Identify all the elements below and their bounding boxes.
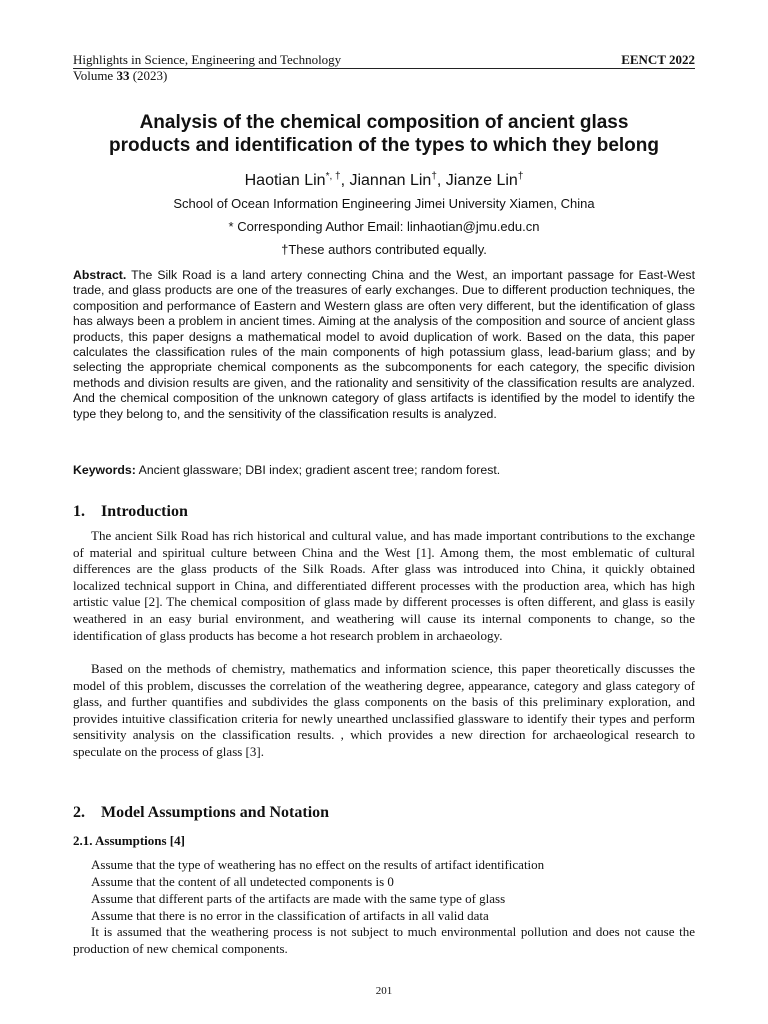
section-1-heading xyxy=(73,502,188,521)
section-1-title: Introduction xyxy=(101,503,188,520)
running-header xyxy=(73,52,695,69)
assumption-2: Assume that the content of all undetected components is 0 xyxy=(91,874,394,889)
title-line-1: Analysis of the chemical composition of ancient glass xyxy=(139,112,629,133)
assumption-3: Assume that different parts of the artifacts are made with the same type of glass xyxy=(91,891,506,906)
conference-name: EENCT 2022 xyxy=(621,52,695,67)
page-number: 201 xyxy=(375,985,393,997)
author-3: Jianze Lin xyxy=(445,172,518,189)
assumption-5: It is assumed that the weathering process is not subject to much environmental pollution and does not cause the production of new chemical components. xyxy=(73,924,695,956)
affiliation: School of Ocean Information Engineering Jimei University Xiamen, China xyxy=(173,196,595,211)
intro-paragraph-1: The ancient Silk Road has rich historical and cultural value, and has made important contributions to the exchange of material and spiritual culture between China and the West [1]. Among them, the most emblematic of cultural differences are the glass products of the Silk Roads. After glass was introduced into China, it quickly obtained localized technical support in China, and differentiated different processes with the production area, which has high artistic value [2]. The chemical composition of glass made by different processes is often different, and glass is easily weathered in an easy burial environment, and weathering will cause its internal components to change, so the identification of glass products has become a hot research problem in archaeology. xyxy=(73,528,695,643)
author-2: Jiannan Lin xyxy=(349,172,432,189)
keywords-text: Ancient glassware; DBI index; gradient ascent tree; random forest. xyxy=(138,463,501,477)
abstract xyxy=(73,268,695,422)
author-1-marks: *, † xyxy=(325,171,341,182)
author-2-marks: † xyxy=(431,171,437,182)
volume-year: (2023) xyxy=(132,68,168,83)
section-2-heading xyxy=(73,803,329,822)
keywords-label: Keywords: xyxy=(73,463,136,477)
abstract-text: The Silk Road is a land artery connecting China and the West, an important passage for East-West trade, and glass products are one of the treasures of early exchanges. Due to different production techniques, the composition and performance of Eastern and Western glass are often very different, but the identification of glass has always been a problem in ancient times. Aiming at the analysis of the composition and source of ancient glass products, this paper designs a mathematical model to avoid duplication of work. Based on the data, this paper calculates the classification rules of the main components of high potassium glass, lead-barium glass; and by selecting the appropriate chemical components as the subcomponents for each category, the specific division methods and division results are given, and the rationality and sensitivity of the classification results are analyzed. And the chemical composition of the unknown category of glass artifacts is identified by the model to identify the type they belong to, and the sensitivity of the classification results is analyzed. xyxy=(73,268,695,421)
paper-page xyxy=(73,0,695,1024)
author-list: Haotian Lin*, †, Jiannan Lin†, Jianze Lin† xyxy=(244,171,524,189)
abstract-label: Abstract. xyxy=(73,268,127,282)
keywords xyxy=(73,463,695,478)
equal-contribution-note: †These authors contributed equally. xyxy=(281,242,487,257)
intro-paragraph-2: Based on the methods of chemistry, mathematics and information science, this paper theoretically discusses the model of this problem, discusses the correlation of the weathering degree, appearance, category and glass category of glass, and further quantifies and subdivides the glass components on the basis of this preliminary exploration, and provides intuitive classification criteria for newly unearthed unclassified glassware to identify their types and perform sensitivity analysis on the classification results. , which provides a new direction for archaeological research to speculate on the process of glass [3]. xyxy=(73,661,695,759)
volume-label: Volume xyxy=(73,68,114,83)
journal-name: Highlights in Science, Engineering and Technology xyxy=(73,52,342,67)
volume-line xyxy=(73,68,695,83)
title-line-2: products and identification of the types to which they belong xyxy=(109,135,659,156)
section-2-number: 2. xyxy=(73,804,85,821)
volume-number: 33 xyxy=(116,68,130,83)
corresponding-author: * Corresponding Author Email: linhaotian@jmu.edu.cn xyxy=(228,219,540,234)
subsection-2-1-heading: 2.1. Assumptions [4] xyxy=(73,833,185,848)
section-1-number: 1. xyxy=(73,503,85,520)
author-1: Haotian Lin xyxy=(244,172,326,189)
assumption-1: Assume that the type of weathering has no effect on the results of artifact identification xyxy=(91,857,545,872)
paper-title xyxy=(73,111,695,157)
assumption-4: Assume that there is no error in the classification of artifacts in all valid data xyxy=(91,908,489,923)
section-2-title: Model Assumptions and Notation xyxy=(101,804,330,821)
author-3-marks: † xyxy=(517,171,524,182)
